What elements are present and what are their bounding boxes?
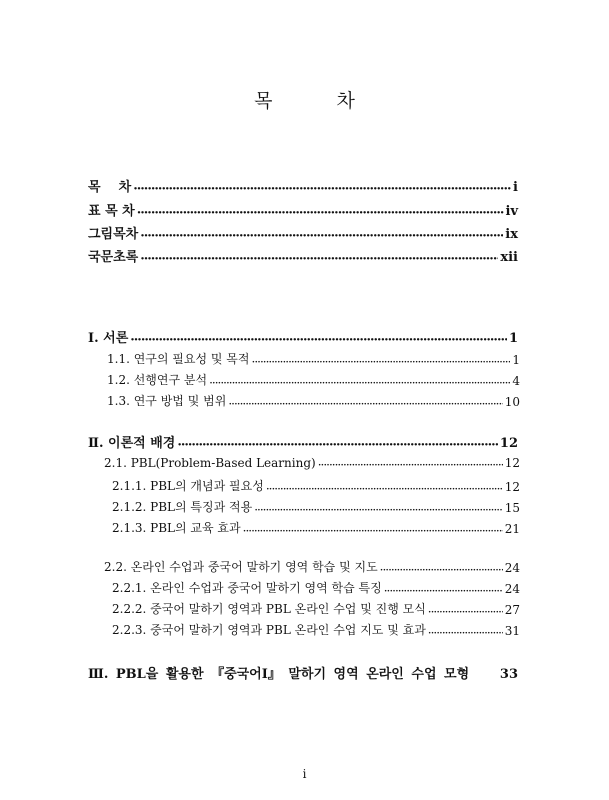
toc-label: 표 목 차 [88, 204, 135, 219]
toc-section-1-1[interactable] [107, 350, 520, 367]
leader-dots [137, 206, 504, 219]
toc-subsection-2-2-2[interactable] [112, 600, 520, 617]
toc-subsection-2-1-1[interactable] [112, 477, 520, 494]
leader-dots [252, 355, 511, 367]
leader-dots [384, 584, 503, 596]
toc-section-1-3[interactable] [107, 392, 520, 409]
leader-dots [428, 626, 503, 638]
toc-page: ix [505, 227, 518, 242]
toc-label: 2.2.3. 중국어 말하기 영역과 PBL 온라인 수업 지도 및 효과 [112, 623, 426, 637]
toc-subsection-2-1-3[interactable] [112, 519, 520, 536]
toc-front-figures[interactable] [88, 223, 518, 242]
toc-label: 2.2. 온라인 수업과 중국어 말하기 영역 학습 및 지도 [104, 560, 378, 574]
toc-label: 그림목차 [88, 227, 139, 242]
toc-page: 12 [504, 456, 520, 470]
leader-dots [254, 503, 503, 515]
toc-label: 2.1.2. PBL의 특징과 적용 [112, 500, 253, 514]
toc-chapter-3[interactable] [88, 663, 518, 682]
toc-label: 2.2.2. 중국어 말하기 영역과 PBL 온라인 수업 및 진행 모식 [112, 602, 426, 616]
toc-label: Ⅰ. 서론 [88, 331, 129, 346]
toc-label: Ⅱ. 이론적 배경 [88, 436, 176, 451]
toc-page: 24 [504, 561, 520, 575]
toc-label: 목 차 [88, 180, 132, 195]
footer-page-number: i [302, 767, 307, 781]
leader-dots [209, 376, 510, 388]
toc-section-1-2[interactable] [107, 371, 520, 388]
toc-subsection-2-2-3[interactable] [112, 621, 520, 638]
toc-label: 1.1. 연구의 필요성 및 목적 [107, 352, 250, 366]
toc-label: 2.1.3. PBL의 교육 효과 [112, 521, 241, 535]
toc-page: 33 [499, 667, 518, 682]
leader-dots [428, 605, 503, 617]
leader-dots [177, 438, 498, 451]
toc-page: 1 [508, 331, 518, 346]
page-title [0, 86, 609, 113]
toc-label: Ⅲ. PBL을 활용한 『중국어Ⅰ』 말하기 영역 온라인 수업 모형 [88, 667, 470, 682]
toc-page: 1 [512, 353, 520, 367]
toc-page: 21 [504, 522, 520, 536]
toc-label: 국문초록 [88, 250, 139, 265]
toc-page: 24 [504, 582, 520, 596]
leader-dots [380, 563, 503, 575]
toc-subsection-2-1-2[interactable] [112, 498, 520, 515]
title-char-1: 목 [254, 90, 273, 112]
toc-page: 31 [504, 624, 520, 638]
leader-dots [130, 333, 507, 346]
leader-dots [243, 524, 503, 536]
toc-page: 15 [504, 501, 520, 515]
title-char-2: 차 [336, 90, 355, 112]
toc-page: 4 [512, 374, 520, 388]
toc-section-2-2[interactable] [104, 558, 520, 575]
toc-chapter-2[interactable] [88, 432, 518, 451]
toc-page: 27 [504, 603, 520, 617]
toc-label: 2.1. PBL(Problem-Based Learning) [104, 456, 316, 470]
toc-page: i [513, 180, 518, 195]
toc-label: 2.2.1. 온라인 수업과 중국어 말하기 영역 학습 특징 [112, 581, 382, 595]
leader-dots [318, 458, 503, 470]
toc-front-abstract[interactable] [88, 246, 518, 265]
toc-label: 1.2. 선행연구 분석 [107, 373, 208, 387]
leader-dots [266, 482, 503, 494]
leader-dots [140, 229, 503, 242]
toc-page: iv [505, 204, 518, 219]
toc-section-2-1[interactable] [104, 456, 520, 470]
toc-label: 2.1.1. PBL의 개념과 필요성 [112, 479, 264, 493]
toc-page: 12 [499, 436, 518, 451]
leader-dots [133, 182, 511, 195]
toc-subsection-2-2-1[interactable] [112, 579, 520, 596]
leader-dots [228, 397, 502, 409]
toc-front-contents[interactable] [88, 176, 518, 195]
toc-page: 12 [504, 480, 520, 494]
toc-front-tables[interactable] [88, 200, 518, 219]
leader-dots [140, 252, 498, 265]
toc-chapter-1[interactable] [88, 327, 518, 346]
toc-label: 1.3. 연구 방법 및 범위 [107, 394, 227, 408]
toc-page: xii [500, 250, 518, 265]
toc-page: 10 [504, 395, 520, 409]
